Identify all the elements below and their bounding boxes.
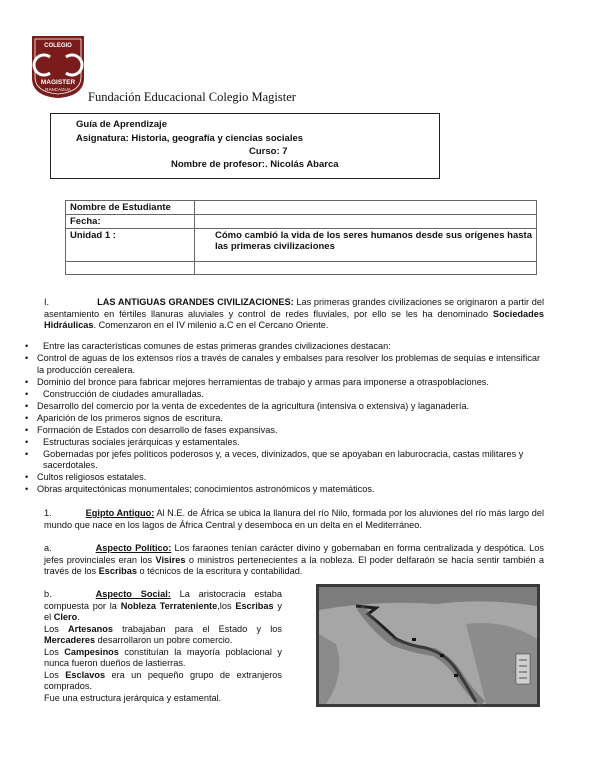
date-field[interactable] xyxy=(195,215,537,229)
egypt-paragraph: 1. Egipto Antiguo: Al N.E. de África se ubica la llanura del río Nilo, formada por los aluviones del río más largo del mundo que nace en los lagos de África Central y desemboca en un delta en el Mediterráneo. xyxy=(44,508,545,530)
foundation-name: Fundación Educacional Colegio Magister xyxy=(88,90,296,104)
section-heading: LAS ANTIGUAS GRANDES CIVILIZACIONES: xyxy=(97,297,294,307)
list-item: • Formación de Estados con desarrollo de fases expansivas. xyxy=(24,425,546,437)
guide-info-box xyxy=(50,113,440,179)
student-info-table xyxy=(65,200,537,275)
teacher-line: Nombre de profesor:. Nicolás Abarca xyxy=(171,159,339,170)
section-numeral: I. xyxy=(44,297,50,307)
date-label: Fecha: xyxy=(66,215,195,229)
school-logo xyxy=(30,34,86,100)
list-item: • Construcción de ciudades amuralladas. xyxy=(24,389,546,401)
characteristics-list xyxy=(24,341,546,496)
political-aspect-paragraph: a. Aspecto Político: Los faraones tenían carácter divino y gobernaban en forma centralizada y despótica. Los jefes provinciales eran los Visires o ministros pertenecientes a la nobleza. El poder delfaraón se hacía sentir también a través de los Escribas o técnicos de la escritura y contabilidad. xyxy=(44,543,544,576)
list-item: • Control de aguas de los extensos ríos a través de canales y embalses para resolver los problemas de sequías e intensificar la producción cerealera. xyxy=(24,353,546,376)
egypt-heading: Egipto Antiguo: xyxy=(85,508,155,518)
list-item: • Cultos religiosos estatales. xyxy=(24,472,546,484)
subject-line: Asignatura: Historia, geografía y ciencias sociales xyxy=(76,133,304,144)
social-heading: Aspecto Social: xyxy=(95,589,171,599)
unit-label: Unidad 1 : xyxy=(66,229,195,262)
logo-city: RANCAGUA xyxy=(45,87,71,92)
list-item: • Desarrollo del comercio por la venta de excedentes de la agricultura (intensiva o extensiva) y laganadería. xyxy=(24,401,546,413)
list-item: • Entre las características comunes de estas primeras grandes civilizaciones destacan: xyxy=(24,341,546,353)
list-item: • Gobernadas por jefes políticos poderosos y, a veces, divinizados, que se apoyaban en laburocracia, castas militares y sacerdotales. xyxy=(24,449,546,472)
list-item: • Aparición de los primeros signos de escritura. xyxy=(24,413,546,425)
student-name-field[interactable] xyxy=(195,201,537,215)
student-name-label: Nombre de Estudiante xyxy=(66,201,195,215)
list-item: • Estructuras sociales jerárquicas y estamentales. xyxy=(24,437,546,449)
table-empty-cell xyxy=(195,262,537,275)
list-item: • Obras arquitectónicas monumentales; conocimientos astronómicos y matemáticos. xyxy=(24,484,546,496)
logo-name: MAGISTER xyxy=(40,79,76,86)
political-heading: Aspecto Político: xyxy=(95,543,172,553)
social-aspect-paragraph: b. Aspecto Social: La aristocracia estaba compuesta por la Nobleza Terrateniente,los Escribas y el Clero. Los Artesanos trabajaban para el Estado y los Mercaderes desarrollaron un pobre comercio. Los Campesinos constituían la mayoría poblacional y nunca fueron dueños de lastierras. Los Esclavos era un pequeño grupo de extranjeros comprados. Fue una estructura jerárquica y estamental. xyxy=(44,589,283,703)
course-line: Curso: 7 xyxy=(249,146,288,157)
table-empty-cell xyxy=(66,262,195,275)
logo-top-text: COLEGIO xyxy=(44,43,72,49)
list-item: • Dominio del bronce para fabricar mejores herramientas de trabajo y armas para imponerse a otraspoblaciones. xyxy=(24,377,546,389)
guide-title: Guía de Aprendizaje xyxy=(76,119,167,130)
hydraulic-societies-term: Sociedades Hidráulicas xyxy=(44,308,544,330)
civilizations-intro: I. LAS ANTIGUAS GRANDES CIVILIZACIONES: Las primeras grandes civilizaciones se originaron a partir del asentamiento en fértiles llanuras aluviales y control de redes fluviales, por ello se les ha denominado Sociedades Hidráulicas. Comenzaron en el IV milenio a.C en el Cercano Oriente. xyxy=(44,297,544,330)
nile-map-image xyxy=(316,584,540,707)
unit-title: Cómo cambió la vida de los seres humanos desde sus orígenes hasta las primeras civilizaciones xyxy=(195,229,537,262)
